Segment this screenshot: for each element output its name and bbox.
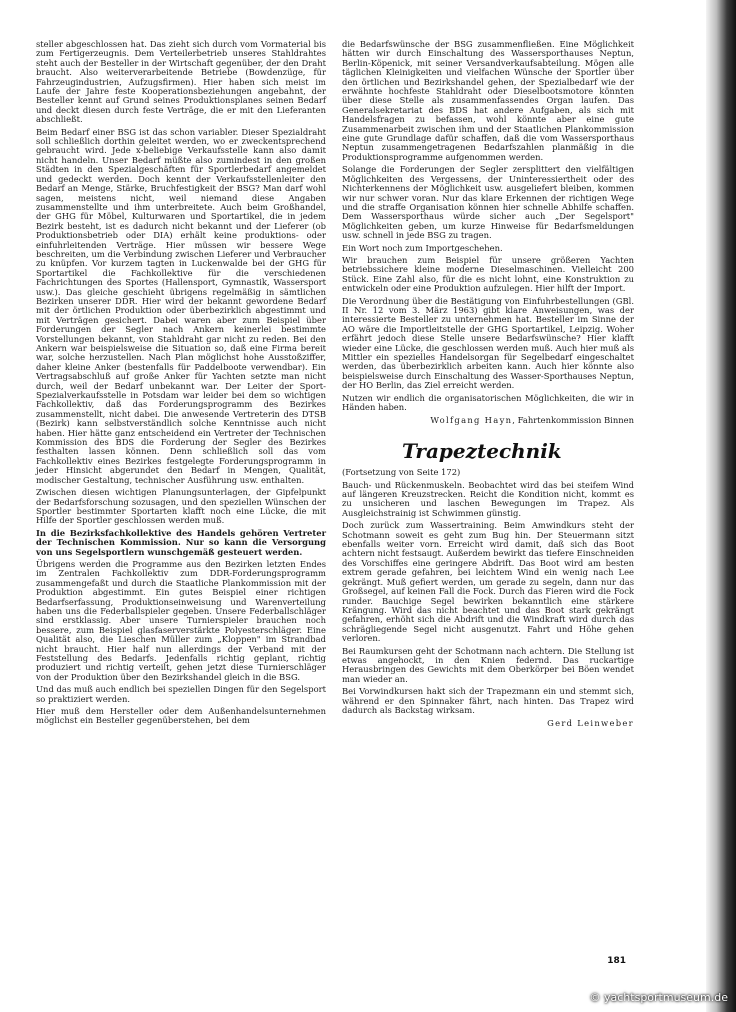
paragraph: die Bedarfswünsche der BSG zusammenfließen. Eine Möglichkeit hätten wir durch Einschaltung des Wassersporthauses Neptun, Berlin-Köpenick, mit seiner Versandverkaufsabteilung. Mögen alle täglichen Kleinigkeiten und vielfachen Wünsche der Sportler über den örtlichen und Bezirkshandel gehen, der Spezialbedarf wie der erwähnte hochfeste Stahldraht oder Dieselbootsmotore könnten über diese Stelle als zusammenfassendes Organ laufen. Das Generalsekretariat des BDS hat andere Aufgaben, als sich mit Handelsfragen zu befassen, wohl könnte aber eine gute Zusammenarbeit zwischen ihm und der Staatlichen Plankommission eine gute Grundlage dafür schaffen, daß die vom Wassersporthaus Neptun zusammengetragenen Bedarfszahlen planmäßig in die Produktionsprogramme aufgenommen werden. xyxy=(342,39,634,162)
section-title: Trapeztechnik xyxy=(402,438,562,463)
paragraph: Zwischen diesen wichtigen Planungsunterlagen, der Gipfelpunkt der Bedarfsforschung sozusagen, und den speziellen Wünschen der Sportler bestimmter Sportarten klafft noch eine Lücke, die mit Hilfe der Sportler geschlossen werden muß. xyxy=(36,487,326,526)
paragraph: Beim Bedarf einer BSG ist das schon variabler. Dieser Spezialdraht soll schließlich dorthin geleitet werden, wo er zweckentsprechend gebraucht wird. Jede x-beliebige Verkaufsstelle kann also damit nicht handeln. Unser Bedarf müßte also zumindest in den großen Städten in den Spezialgeschäften für Sportlerbedarf angemeldet und gedeckt werden. Doch kennt der Verkaufsstellenleiter den Bedarf an Menge, Stärke, Bruchfestigkeit der BSG? Man darf wohl sagen, meistens nicht, weil niemand diese Angaben zusammenstellte und ihm unterbreitete. Auch beim Großhandel, der GHG für Möbel, Kulturwaren und Sportartikel, die in jedem Bezirk besteht, ist es dadurch nicht bekannt und der Lieferer (ob Produktionsbetrieb oder DIA) erhält keine produktions- oder einfuhrleitenden Verträge. Hier müssen wir bessere Wege beschreiten, um die Verbindung zwischen Lieferer und Verbraucher zu knüpfen. Vor kurzem tagten in Luckenwalde bei der GHG für Sportartikel die Fachkollektive für die verschiedenen Fachrichtungen des Sportes (Hallensport, Gymnastik, Wassersport usw.). Das gleiche geschieht übrigens regelmäßig in sämtlichen Bezirken unserer DDR. Hier wird der bekannt gewordene Bedarf mit der örtlichen Produktion oder überbezirklich abgestimmt und mit Verträgen gesichert. Dabei waren aber zum Beispiel über Forderungen der Segler nach Ankern keinerlei bestimmte Vorstellungen bekannt, von Stahldraht gar nicht zu reden. Bei den Ankern war beispielsweise die Situation so, daß eine Firma bereit war, solche herzustellen. Nach Plan möglichst hohe Ausstoßziffer, daher kleine Anker (bestenfalls für Paddelboote verwendbar). Ein Vertragsabschluß auf große Anker für Yachten setzte man nicht durch, weil der Bedarf unbekannt war. Der Leiter der Sport-Spezialverkaufsstelle in Potsdam war leider bei dem so wichtigen Fachkollektiv, daß das Forderungsprogramm des Bezirkes zusammenstellt, nicht dabei. Die anwesende Vertreterin des DTSB (Bezirk) kann selbstverständlich solche Kenntnisse auch nicht haben. Hier hätte ganz entscheidend ein Vertreter der Technischen Kommission des BDS die Forderung der Segler des Bezirkes festhalten lassen können. Denn schließlich soll das vom Fachkollektiv eines Bezirkes festgelegte Forderungsprogramm in jeder Hinsicht abgerundet den Bedarf in Mengen, Qualität, modischer Gestaltung, technischer Ausführung usw. enthalten. xyxy=(36,126,326,485)
paragraph: Doch zurück zum Wassertraining. Beim Amwindkurs steht der Schotmann soweit es geht zum Bug hin. Der Steuermann sitzt ebenfalls weiter vorn. Erreicht wird damit, daß sich das Boot achtern nicht festsaugt. Außerdem bewirkt das tiefere Einschneiden des Vorschiffes eine geringere Abdrift. Das Boot wird am besten extrem gerade gefahren, bei leichtem Wind ein wenig nach Lee gekrängt. Muß gefiert werden, um gerade zu segeln, dann nur das Großsegel, auf keinen Fall die Fock. Durch das Fieren wird die Fock runder. Bauchige Segel bewirken bekanntlich eine stärkere Krängung. Wird das nicht beachtet und das Boot stark gekrängt gefahren, erhöht sich die Abdrift und die Windkraft wird durch das schrägliegende Segel nicht ausgenutzt. Fahrt und Höhe gehen verloren. xyxy=(342,520,634,644)
author-signature xyxy=(342,719,634,728)
paragraph: Die Verordnung über die Bestätigung von Einfuhrbestellungen (GBl. II Nr. 12 vom 3. März 1963) gibt klare Anweisungen, was der interessierte Besteller zu unternehmen hat. Besteller im Sinne der AO wäre die Importleitstelle der GHG Sportartikel, Leipzig. Woher erfährt jedoch diese Stelle unsere Bedarfswünsche? Hier klafft wieder eine Lücke, die geschlossen werden muß. Auch hier muß als Mittler ein spezielles Handelsorgan für Segelbedarf eingeschaltet werden, das überbezirklich arbeiten kann. Auch hier könnte also beispielsweise durch Einschaltung des Wasser-Sporthauses Neptun, der HO Berlin, das Ziel erreicht werden. xyxy=(342,295,634,391)
author-name: Gerd Leinweber xyxy=(547,718,634,729)
paragraph: Ein Wort noch zum Importgeschehen. xyxy=(342,242,503,253)
paragraph: Bei Vorwindkursen hakt sich der Trapezmann ein und stemmt sich, während er den Spinnaker fährt, nach hinten. Das Trapez wird dadurch als Backstag wirksam. xyxy=(342,686,634,715)
author-name: Wolfgang Hayn xyxy=(430,415,513,426)
paragraph: steller abgeschlossen hat. Das zieht sich durch vom Vormaterial bis zum Fertigerzeugnis. Dem Verteilerbetrieb unseres Stahldrahtes steht auch der Besteller in der Wirtschaft gegenüber, der den Draht braucht. Also weiterverarbeitende Betriebe (Bowdenzüge, für Fahrzeugindustrien, Aufzugsfirmen). Hier haben sich meist im Laufe der Jahre feste Kooperationsbeziehungen angebahnt, der Besteller kennt auf Grund seines Produktionsplanes seinen Bedarf und deckt diesen durch feste Verträge, die er mit den Lieferanten abschließt. xyxy=(36,39,326,125)
paragraph: Hier muß dem Hersteller oder dem Außenhandelsunternehmen möglichst ein Besteller gegenüberstehen, bei dem xyxy=(36,706,326,726)
paragraph: Und das muß auch endlich bei speziellen Dingen für den Segelsport so praktiziert werden. xyxy=(36,684,326,704)
paragraph: Bauch- und Rückenmuskeln. Beobachtet wird das bei steifem Wind auf längeren Kreuzstrecken. Reicht die Kondition nicht, kommt es zu unsicheren und laschen Bewegungen im Trapez. Als Ausgleichstrainig ist Schwimmen günstig. xyxy=(342,479,634,518)
right-column xyxy=(342,40,634,737)
highlighted-paragraph: In die Bezirksfachkollektive des Handels gehören Vertreter der Technischen Kommission. Nur so kann die Versorgung von uns Segelsportlern wunschgemäß gesteuert werden. xyxy=(36,527,326,557)
paragraph: Solange die Forderungen der Segler zersplittert den vielfältigen Möglichkeiten des Vergessens, der Uninteressiertheit oder des Nichterkennens der Möglichkeit usw. ausgeliefert bleiben, kommen wir nur schwer voran. Nur das klare Erkennen der richtigen Wege und die straffe Organisation können hier schnelle Abhilfe schaffen. Dem Wassersporthaus würde sicher auch „Der Segelsport" Möglichkeiten geben, um kurze Hinweise für Bedarfsmeldungen usw. schnell in jede BSG zu tragen. xyxy=(342,164,634,241)
author-signature xyxy=(342,416,634,425)
watermark: © yachtsportmuseum.de xyxy=(589,991,728,1004)
page-number: 181 xyxy=(607,956,626,966)
left-column xyxy=(36,40,326,729)
paragraph: Übrigens werden die Programme aus den Bezirken letzten Endes im Zentralen Fachkollektiv zum DDR-Forderungsprogramm zusammengefaßt und durch die Staatliche Plankommission mit der Produktion abgestimmt. Ein gutes Beispiel einer richtigen Bedarfserfassung, Produktionseinweisung und Warenverteilung haben uns die Federballspieler gegeben. Unsere Federballschläger sind erstklassig. Aber unsere Turnierspieler brauchen noch bessere, zum Beispiel glasfaserverstärkte Polyesterschläger. Eine Qualität also, die Lieschen Müller zum „Kloppen" im Strandbad nicht braucht. Hier half nun allerdings der Verband mit der Feststellung des Bedarfs. Jedenfalls richtig geplant, richtig produziert und richtig verteilt, gehen jetzt diese Turnierschläger von der Produktion über den Bezirkshandel gleich in die BSG. xyxy=(36,558,326,682)
continuation-note: (Fortsetzung von Seite 172) xyxy=(342,467,461,478)
paragraph: Nutzen wir endlich die organisatorischen Möglichkeiten, die wir in Händen haben. xyxy=(342,392,634,413)
paragraph: Bei Raumkursen geht der Schotmann nach achtern. Die Stellung ist etwas angehockt, in den Knien federnd. Das ruckartige Herausbringen des Gewichts mit dem Oberkörper bei Böen wendet man wieder an. xyxy=(342,645,634,684)
paragraph: Wir brauchen zum Beispiel für unsere größeren Yachten betriebssichere kleine moderne Dieselmaschinen. Vielleicht 200 Stück. Eine Zahl also, für die es nicht lohnt, eine Konstruktion zu entwickeln oder eine Produktion aufzulegen. Hier hilft der Import. xyxy=(342,254,634,294)
book-binding-shadow xyxy=(706,0,736,1012)
author-role: , Fahrtenkommission Binnen xyxy=(512,415,634,426)
